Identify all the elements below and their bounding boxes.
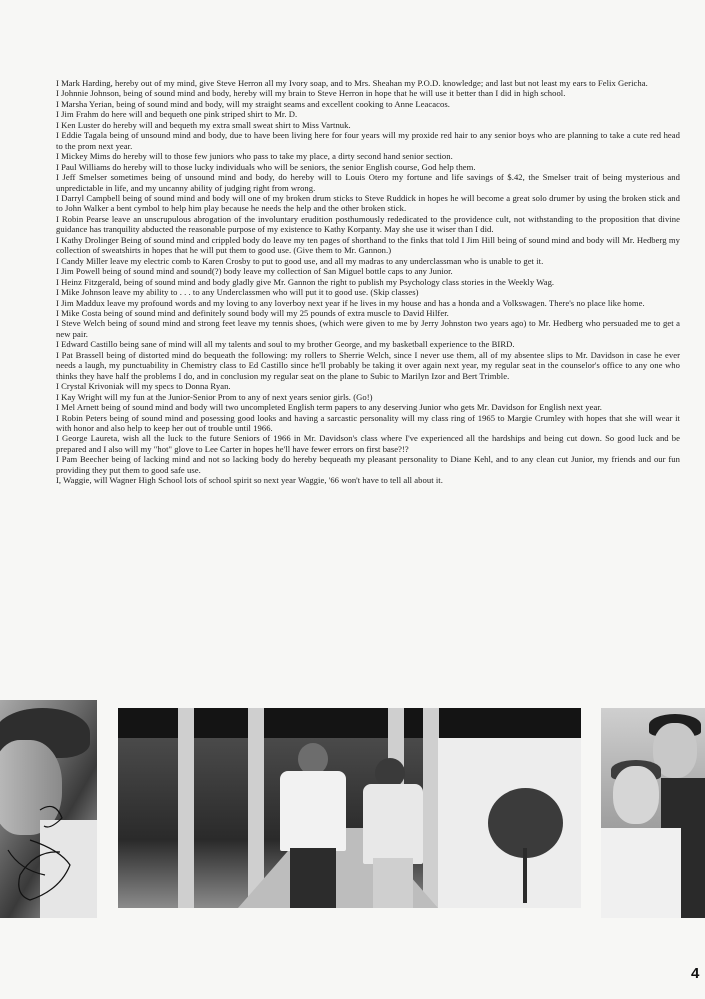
- photo-two-smiling-boys: [601, 708, 705, 918]
- will-entry: I Jim Maddux leave my profound words and my loving to any loverboy next year if he lives in my house and has a honda and a Volkswagen. There's no place like home.: [56, 297, 645, 308]
- will-entry: I Darryl Campbell being of sound mind and body will one of my broken drum sticks to Steve Ruddick in hopes he will become a great solo drumer by using the broken stick and to John Walker a bent cymbol to help him play because he needs the help and the other broken stick.: [56, 192, 680, 214]
- will-entry: I, Waggie, will Wagner High School lots of school spirit so next year Waggie, '66 won't have to tell all about it.: [56, 475, 443, 486]
- will-entry: I Pat Brassell being of distorted mind do bequeath the following: my rollers to Sherrie Welch, since I never use them, all of my absentee slips to Mr. Davidson in case he ever needs a laugh, my punctuability in Chemistry class to Ed Castillo since he'll probably be taking it over again next year, my regular seat in the counselor's office to any one who thinks they have half the problems I do, and in conclusion my regular seat on the plane to Subic to Marilyn Izor and Bert Trimble.: [56, 349, 680, 381]
- will-entry: I Paul Williams do hereby will to those lucky individuals who will be seniors, the senior English course, God help them.: [56, 161, 476, 172]
- will-entry: I Ken Luster do hereby will and bequeth my extra small sweat shirt to Miss Vartnuk.: [56, 119, 351, 130]
- will-entry: I Mike Johnson leave my ability to . . . to any Underclassmen who will put it to good use. (Skip classes): [56, 287, 419, 298]
- will-entry: I Jim Frahm do here will and bequeth one pink striped shirt to Mr. D.: [56, 109, 298, 120]
- will-entry: I Robin Pearse leave an unscrupulous abrogation of the involuntary erudition posthumously rededicated to the providence cult, not withstanding to the proposition that divine guidance has tranquility abducted the reasonable purpose of my existence to Kathy Korpanty. May she use it wiser than I did.: [56, 213, 680, 235]
- page-number: 4: [691, 965, 700, 982]
- will-entry: I Mel Arnett being of sound mind and body will two uncompleted English term papers to any deserving Junior who gets Mr. Davidson for English next year.: [56, 402, 603, 413]
- will-entry: I Mike Costa being of sound mind and definitely sound body will my 25 pounds of extra muscle to David Hilfer.: [56, 307, 449, 318]
- will-entry: I Marsha Yerian, being of sound mind and body, will my straight seams and excellent cooking to Anne Leacacos.: [56, 98, 450, 109]
- will-entry: I Jeff Smelser sometimes being of unsound mind and body, do hereby will to Louis Otero my fortune and life savings of $.42, the Smelser trait of being mysterious and unpredictable in life, and my uncanny ability of judging right from wrong.: [56, 172, 680, 193]
- will-entry: I Edward Castillo being sane of mind will all my talents and soul to my brother George, and my basketball experience to the BIRD.: [56, 339, 515, 350]
- will-entry: I Eddie Tagala being of unsound mind and body, due to have been living here for four years will my proxide red hair to any senior boys who are planning to take a cute red head to the prom next year.: [56, 130, 680, 151]
- will-entry: I Candy Miller leave my electric comb to Karen Crosby to put to good use, and all my madras to any underclassman who is unable to get it.: [56, 255, 544, 266]
- photo-boy-profile: [0, 700, 97, 918]
- will-entry: I Crystal Krivoniak will my specs to Donna Ryan.: [56, 381, 231, 392]
- photo-two-boys-walkway: [118, 708, 581, 908]
- will-entry: I Jim Powell being of sound mind and sound(?) body leave my collection of San Miguel bottle caps to any Junior.: [56, 266, 453, 277]
- will-entry: I Heinz Fitzgerald, being of sound mind and body gladly give Mr. Gannon the right to publish my Psychology class stories in the Weekly Wag.: [56, 276, 555, 287]
- will-entry: I Robin Peters being of sound mind and posessing good looks and having a sarcastic personality will my class ring of 1965 to Margie Crumley with hopes that she will wear it with honor and also help to keep her out of trouble until 1966.: [56, 412, 680, 433]
- will-entry: I Kathy Drolinger Being of sound mind and crippled body do leave my ten pages of shorthand to the finks that told I Jim Hill being of sound mind and body will Mr. Hedberg my collection of sweatshirts in hopes that he will put them to good use. (Give them to Mr. Gannon.): [56, 234, 680, 256]
- will-entry: I Mickey Mims do hereby will to those few juniors who pass to take my place, a dirty second hand senior section.: [56, 151, 453, 162]
- photo-strip: [0, 700, 705, 920]
- will-entry: I George Laureta, wish all the luck to the future Seniors of 1966 in Mr. Davidson's class where I've experienced all the hardships and being cut down. So good luck and be prepared and I also will my "hot" glove to Lee Carter in hopes he'll have fewer errors on first base?!?: [56, 433, 680, 454]
- will-entry: I Steve Welch being of sound mind and strong feet leave my tennis shoes, (which were given to me by Jerry Johnston two years ago) to Mr. Hedberg who persuaded me to get a new pair.: [56, 318, 680, 339]
- handwritten-signature: [0, 700, 97, 918]
- class-will-text: [56, 78, 680, 486]
- will-entry: I Pam Beecher being of lacking mind and not so lacking body do hereby bequeath my pleasant personality to Diane Kehl, and to any clean cut Junior, my friends and our fun providing they put them to good safe use.: [56, 454, 680, 475]
- will-entry: I Mark Harding, hereby out of my mind, give Steve Herron all my Ivory soap, and to Mrs. Sheahan my P.O.D. knowledge; and last but not least my ears to Felix Gericha.: [56, 78, 648, 88]
- will-entry: I Kay Wright will my fun at the Junior-Senior Prom to any of next years senior girls. (Go!): [56, 391, 373, 402]
- will-entry: I Johnnie Johnson, being of sound mind and body, hereby will my brain to Steve Herron in hope that he will use it better than I did in high school.: [56, 88, 566, 99]
